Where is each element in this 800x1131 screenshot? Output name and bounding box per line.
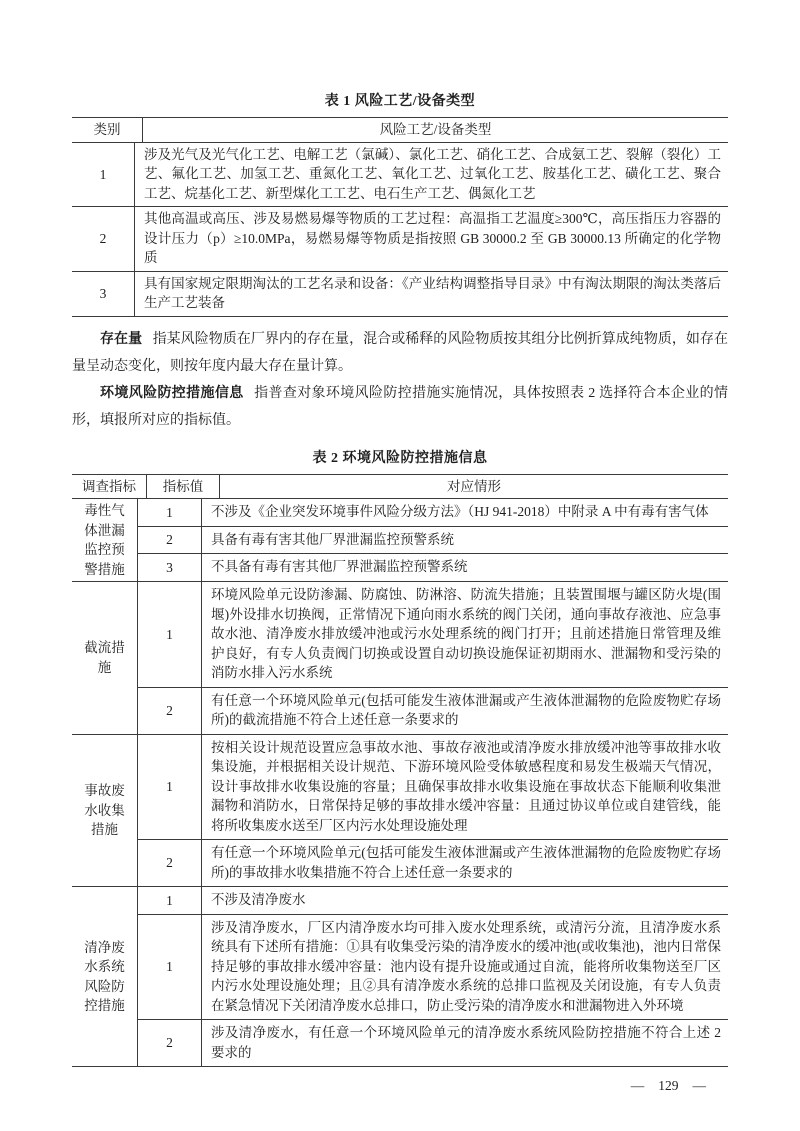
row-text: 不具备有毒有害其他厂界泄漏监控预警系统 — [211, 559, 468, 575]
indicator-value: 2 — [138, 527, 202, 554]
table-row — [138, 582, 728, 687]
definition-paragraph — [72, 326, 728, 380]
row-text: 环境风险单元设防渗漏、防腐蚀、防淋溶、防流失措施；且装置围堰与罐区防火堤(围堰)外设排水切换阀，正常情况下通向雨水系统的阀门关闭，通向事故存液池、应急事故水池、清净废水排放缓冲池或污水处理系统的阀门打开；且前述措施日常管理及维护良好，有专人负责阀门切换或设置自动切换设施保证初期雨水、泄漏物和受污染的消防水排入污水系统 — [211, 587, 721, 680]
row-id: 3 — [72, 272, 135, 316]
row-text: 具备有毒有害其他厂界泄漏监控预警系统 — [211, 531, 454, 547]
definition-paragraph — [72, 380, 728, 434]
footer-right-dash: — — [692, 1078, 706, 1093]
row-text: 有任意一个环境风险单元(包括可能发生液体泄漏或产生液体泄漏物的危险废物贮存场所)的截流措施不符合上述任意一条要求的 — [211, 692, 721, 727]
indicator-value: 2 — [138, 688, 202, 734]
definition-term: 存在量 — [100, 331, 143, 347]
indicator-value: 2 — [138, 1020, 202, 1066]
row-text: 其他高温或高压、涉及易燃易爆等物质的工艺过程：高温指工艺温度≥300℃，高压指压力容器的设计压力（p）≥10.0MPa，易燃易爆等物质是指按照 GB 30000.2 至 GB 30000.13 所确定的化学物质 — [144, 211, 721, 265]
definition-text: 指某风险物质在厂界内的存在量，混合或稀释的风险物质按其组分比例折算成纯物质，如存在量呈动态变化，则按年度内最大存在量计算。 — [72, 331, 729, 374]
table-row — [138, 887, 728, 914]
definitions — [72, 326, 728, 434]
indicator-value: 1 — [138, 915, 202, 1020]
table2-group-toxic-gas — [72, 498, 728, 581]
table-row — [72, 206, 728, 271]
table2-header-situation: 对应情形 — [447, 478, 501, 494]
table1 — [72, 117, 728, 317]
row-id: 1 — [72, 143, 135, 207]
row-text: 按相关设计规范设置应急事故水池、事故存液池或清净废水排放缓冲池等事故排水收集设施，并根据相关设计规范、下游环境风险受体敏感程度和易发生极端天气情况，设计事故排水收集设施的容量；且确保事故排水收集设施在事故状态下能顺利收集泄漏物和消防水，日常保持足够的事故排水缓冲容量：且通过协议单位或自建管线，能将所收集废水送至厂区内污水处理设施处理 — [211, 739, 721, 833]
table2 — [72, 474, 728, 1068]
table2-group-clean-wastewater — [72, 886, 728, 1066]
table2-title: 表 2 环境风险防控措施信息 — [312, 450, 488, 466]
row-text: 具有国家规定限期淘汰的工艺名录和设备：《产业结构调整指导目录》中有淘汰期限的淘汰类落后生产工艺装备 — [144, 275, 721, 310]
table-row — [138, 1019, 728, 1066]
group-indicator-label: 截流措施 — [72, 582, 138, 734]
row-text: 涉及清净废水，厂区内清净废水均可排入废水处理系统，或清污分流，且清净废水系统具有下述所有措施：①具有收集受污染的清净废水的缓冲池(或收集池)，池内日常保持足够的事故排水缓冲容量：池内设有提升设施或通过自流，能将所收集物送至厂区内污水处理设施处理；且②具有清净废水系统的总排口监视及关闭设施，有专人负责在紧急情况下关闭清净废水总排口，防止受污染的清净废水和泄漏物进入外环境 — [211, 919, 721, 1013]
table-row — [138, 526, 728, 554]
table-row — [138, 553, 728, 581]
table2-header-indicator: 调查指标 — [72, 475, 147, 499]
row-id: 2 — [72, 207, 135, 271]
table-row — [138, 499, 728, 526]
footer-left-dash: — — [630, 1078, 645, 1093]
indicator-value: 1 — [138, 887, 202, 914]
table1-header-row — [72, 118, 728, 142]
definition-term: 环境风险防控措施信息 — [100, 385, 244, 401]
page-footer — [72, 1078, 728, 1094]
indicator-value: 3 — [138, 554, 202, 581]
page-number: 129 — [658, 1078, 679, 1093]
group-indicator-label: 清净废水系统风险防控措施 — [72, 887, 138, 1066]
indicator-value: 1 — [138, 499, 202, 526]
row-text: 不涉及清净废水 — [211, 892, 306, 907]
group-indicator-label: 事故废水收集措施 — [72, 735, 138, 887]
table-row — [138, 914, 728, 1020]
indicator-value: 1 — [138, 735, 202, 840]
table-row — [138, 687, 728, 734]
row-text: 有任意一个环境风险单元(包括可能发生液体泄漏或产生液体泄漏物的危险废物贮存场所)的事故排水收集措施不符合上述任意一条要求的 — [211, 845, 721, 880]
row-text: 涉及清净废水，有任意一个环境风险单元的清净废水系统风险防控措施不符合上述 2 要求的 — [211, 1025, 721, 1060]
indicator-value: 2 — [138, 840, 202, 886]
table-row — [138, 839, 728, 886]
indicator-value: 1 — [138, 582, 202, 687]
table1-header-type: 风险工艺/设备类型 — [379, 122, 492, 137]
table1-header-category: 类别 — [72, 118, 143, 142]
table2-header-value: 指标值 — [147, 475, 220, 499]
table1-title: 表 1 风险工艺/设备类型 — [324, 94, 476, 109]
row-text: 涉及光气及光气化工艺、电解工艺（氯碱）、氯化工艺、硝化工艺、合成氨工艺、裂解（裂化）工艺、氟化工艺、加氢工艺、重氮化工艺、氧化工艺、过氧化工艺、胺基化工艺、磺化工艺、聚合工艺、烷基化工艺、新型煤化工工艺、电石生产工艺、偶氮化工艺 — [144, 146, 721, 201]
definition-text: 指普查对象环境风险防控措施实施情况，具体按照表 2 选择符合本企业的情形，填报所对应的指标值。 — [72, 385, 729, 428]
table-row — [72, 142, 728, 207]
table2-group-accident-wastewater — [72, 734, 728, 887]
table-row — [72, 271, 728, 316]
table2-group-interception — [72, 581, 728, 734]
group-indicator-label: 毒性气体泄漏监控预警措施 — [72, 499, 138, 581]
row-text: 不涉及《企业突发环境事件风险分级方法》（HJ 941-2018）中附录 A 中有毒有害气体 — [211, 504, 709, 520]
table2-header-row — [72, 475, 728, 499]
table-row — [138, 735, 728, 840]
